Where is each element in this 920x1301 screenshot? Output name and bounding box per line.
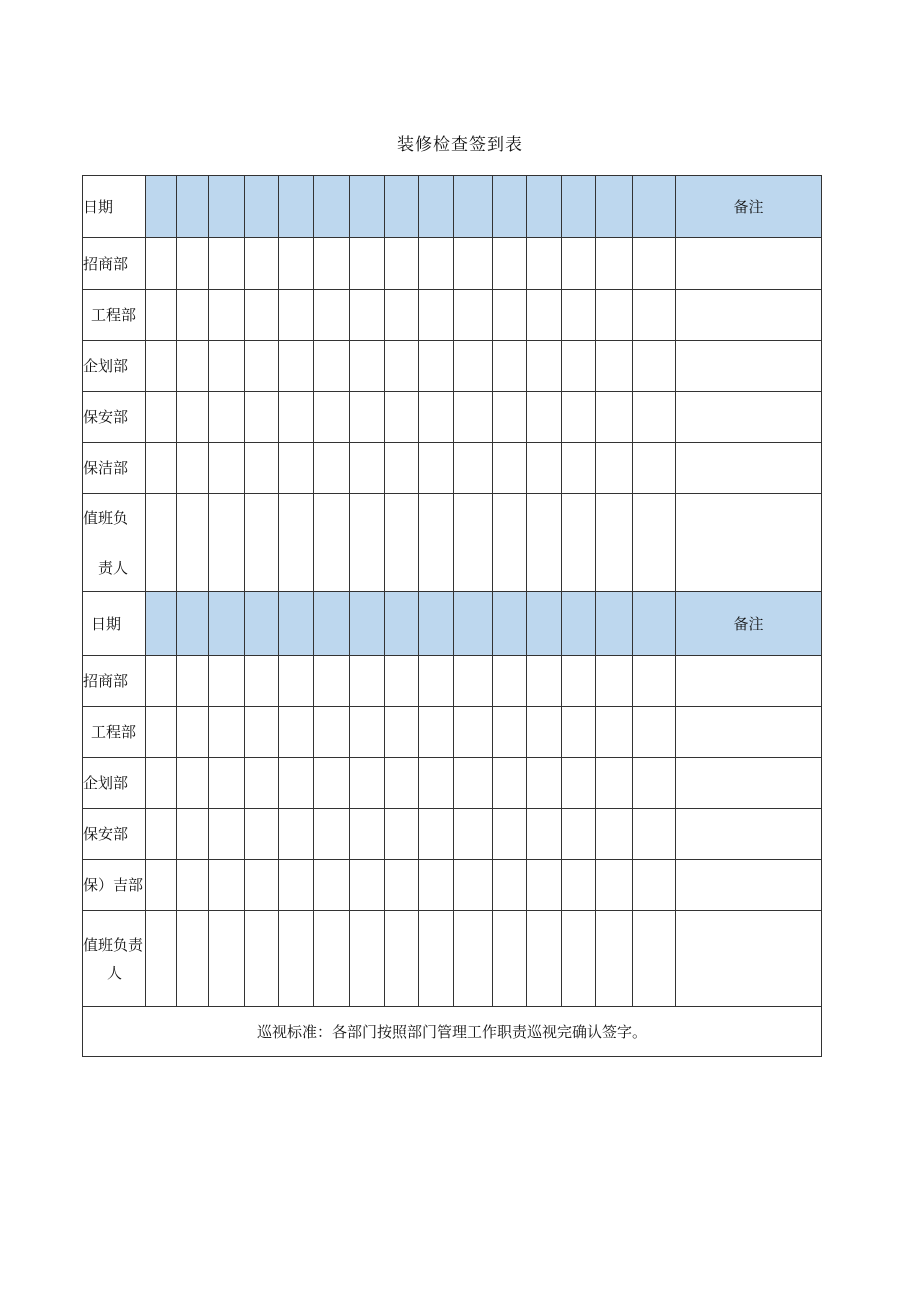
sign-cell[interactable]: [385, 290, 419, 341]
sign-cell[interactable]: [596, 860, 633, 911]
date-cell[interactable]: [493, 592, 527, 656]
sign-cell[interactable]: [633, 392, 676, 443]
sign-cell[interactable]: [385, 809, 419, 860]
date-cell[interactable]: [350, 592, 385, 656]
date-cell[interactable]: [350, 176, 385, 238]
date-cell[interactable]: [562, 176, 596, 238]
sign-cell[interactable]: [314, 341, 350, 392]
sign-cell[interactable]: [454, 238, 493, 290]
sign-cell[interactable]: [177, 860, 209, 911]
row-label: 保洁部: [83, 443, 146, 494]
sign-cell[interactable]: [419, 494, 454, 592]
date-label: 日期: [83, 592, 146, 656]
sign-cell[interactable]: [350, 238, 385, 290]
duty-label-line1: 值班负责: [83, 935, 144, 954]
date-cell[interactable]: [633, 176, 676, 238]
date-cell[interactable]: [633, 592, 676, 656]
sign-cell[interactable]: [493, 656, 527, 707]
sign-cell[interactable]: [562, 809, 596, 860]
sign-cell[interactable]: [146, 238, 177, 290]
row-label: 招商部: [83, 238, 146, 290]
sign-cell[interactable]: [454, 494, 493, 592]
sign-cell[interactable]: [350, 809, 385, 860]
sign-cell[interactable]: [209, 392, 245, 443]
sign-cell[interactable]: [209, 809, 245, 860]
date-cell[interactable]: [527, 176, 562, 238]
date-cell[interactable]: [279, 176, 314, 238]
sign-cell[interactable]: [385, 392, 419, 443]
sign-cell[interactable]: [146, 911, 177, 1007]
sign-cell[interactable]: [596, 443, 633, 494]
sign-cell[interactable]: [633, 238, 676, 290]
sign-cell[interactable]: [419, 911, 454, 1007]
sign-cell[interactable]: [527, 911, 562, 1007]
sign-cell[interactable]: [146, 860, 177, 911]
sign-cell[interactable]: [279, 290, 314, 341]
table-row: [83, 392, 822, 443]
sign-cell[interactable]: [177, 238, 209, 290]
sign-cell[interactable]: [177, 443, 209, 494]
sign-cell[interactable]: [562, 860, 596, 911]
sign-cell[interactable]: [245, 494, 279, 592]
sign-cell[interactable]: [562, 707, 596, 758]
duty-label-line2: 人: [107, 963, 123, 982]
patrol-standard-note: 巡视标准：各部门按照部门管理工作职责巡视完确认签字。: [83, 1007, 822, 1057]
sign-cell[interactable]: [350, 341, 385, 392]
sign-cell[interactable]: [314, 911, 350, 1007]
sign-cell[interactable]: [245, 341, 279, 392]
sign-cell[interactable]: [385, 707, 419, 758]
sign-cell[interactable]: [562, 341, 596, 392]
duty-row: [83, 911, 822, 1007]
duty-row: [83, 494, 822, 592]
date-label: 日期: [83, 176, 146, 238]
remark-cell[interactable]: [676, 656, 822, 707]
sign-cell[interactable]: [419, 392, 454, 443]
sign-cell[interactable]: [209, 911, 245, 1007]
sign-cell[interactable]: [493, 758, 527, 809]
row-label: 工程部: [83, 707, 146, 758]
date-cell[interactable]: [493, 176, 527, 238]
sign-cell[interactable]: [350, 290, 385, 341]
sign-cell[interactable]: [527, 443, 562, 494]
row-label: 企划部: [83, 341, 146, 392]
table-row: [83, 656, 822, 707]
remark-cell[interactable]: [676, 392, 822, 443]
remark-cell[interactable]: [676, 911, 822, 1007]
sign-cell[interactable]: [314, 809, 350, 860]
date-cell[interactable]: [596, 592, 633, 656]
sign-cell[interactable]: [454, 707, 493, 758]
date-cell[interactable]: [209, 592, 245, 656]
sign-cell[interactable]: [633, 341, 676, 392]
sign-cell[interactable]: [419, 238, 454, 290]
sign-cell[interactable]: [419, 656, 454, 707]
sign-cell[interactable]: [633, 758, 676, 809]
table-row: [83, 238, 822, 290]
table-row: [83, 860, 822, 911]
date-cell[interactable]: [245, 176, 279, 238]
sign-cell[interactable]: [419, 809, 454, 860]
sign-cell[interactable]: [245, 290, 279, 341]
sign-cell[interactable]: [245, 443, 279, 494]
sign-cell[interactable]: [177, 341, 209, 392]
sign-cell[interactable]: [245, 656, 279, 707]
sign-cell[interactable]: [279, 443, 314, 494]
sign-cell[interactable]: [527, 860, 562, 911]
footer-row: [83, 1007, 822, 1057]
remark-cell[interactable]: [676, 341, 822, 392]
sign-cell[interactable]: [177, 494, 209, 592]
sign-cell[interactable]: [633, 860, 676, 911]
sign-cell[interactable]: [596, 494, 633, 592]
row-label: 工程部: [83, 290, 146, 341]
sign-cell[interactable]: [177, 392, 209, 443]
sign-cell[interactable]: [596, 707, 633, 758]
date-cell[interactable]: [279, 592, 314, 656]
sign-cell[interactable]: [419, 758, 454, 809]
sign-cell[interactable]: [493, 392, 527, 443]
sign-cell[interactable]: [245, 758, 279, 809]
date-cell[interactable]: [527, 592, 562, 656]
sign-cell[interactable]: [146, 656, 177, 707]
duty-label: [83, 911, 146, 1007]
remark-cell[interactable]: [676, 809, 822, 860]
sign-cell[interactable]: [350, 758, 385, 809]
sign-cell[interactable]: [562, 494, 596, 592]
sign-cell[interactable]: [419, 443, 454, 494]
sign-cell[interactable]: [562, 758, 596, 809]
sign-cell[interactable]: [385, 758, 419, 809]
sign-cell[interactable]: [596, 758, 633, 809]
row-label: 保安部: [83, 392, 146, 443]
sign-cell[interactable]: [527, 707, 562, 758]
date-cell[interactable]: [385, 176, 419, 238]
sign-cell[interactable]: [527, 656, 562, 707]
page-title: 装修检查签到表: [397, 135, 523, 155]
sign-cell[interactable]: [633, 290, 676, 341]
table-row: [83, 290, 822, 341]
sign-cell[interactable]: [385, 860, 419, 911]
sign-cell[interactable]: [454, 656, 493, 707]
remark-cell[interactable]: [676, 860, 822, 911]
sign-cell[interactable]: [419, 860, 454, 911]
sign-cell[interactable]: [562, 290, 596, 341]
sign-cell[interactable]: [279, 392, 314, 443]
sign-cell[interactable]: [596, 809, 633, 860]
sign-cell[interactable]: [209, 860, 245, 911]
sign-cell[interactable]: [279, 809, 314, 860]
sign-cell[interactable]: [314, 494, 350, 592]
sign-cell[interactable]: [419, 341, 454, 392]
sign-cell[interactable]: [493, 341, 527, 392]
sign-cell[interactable]: [350, 656, 385, 707]
sign-cell[interactable]: [385, 341, 419, 392]
sign-cell[interactable]: [314, 238, 350, 290]
sign-cell[interactable]: [177, 290, 209, 341]
sign-cell[interactable]: [146, 290, 177, 341]
remark-cell[interactable]: [676, 758, 822, 809]
sign-cell[interactable]: [245, 911, 279, 1007]
table-row: [83, 707, 822, 758]
date-cell[interactable]: [314, 176, 350, 238]
table-row: [83, 809, 822, 860]
row-label: 企划部: [83, 758, 146, 809]
sign-cell[interactable]: [527, 392, 562, 443]
sign-cell[interactable]: [209, 341, 245, 392]
sign-cell[interactable]: [350, 911, 385, 1007]
sign-cell[interactable]: [527, 494, 562, 592]
sign-cell[interactable]: [279, 860, 314, 911]
date-cell[interactable]: [562, 592, 596, 656]
sign-cell[interactable]: [419, 707, 454, 758]
sign-cell[interactable]: [146, 758, 177, 809]
table-row: [83, 341, 822, 392]
sign-cell[interactable]: [562, 911, 596, 1007]
sign-cell[interactable]: [562, 392, 596, 443]
sign-cell[interactable]: [633, 494, 676, 592]
sign-cell[interactable]: [527, 758, 562, 809]
sign-cell[interactable]: [596, 341, 633, 392]
sign-cell[interactable]: [596, 911, 633, 1007]
date-cell[interactable]: [245, 592, 279, 656]
sign-cell[interactable]: [454, 758, 493, 809]
sign-cell[interactable]: [146, 341, 177, 392]
sign-cell[interactable]: [314, 707, 350, 758]
date-cell[interactable]: [385, 592, 419, 656]
sign-cell[interactable]: [633, 809, 676, 860]
sign-cell[interactable]: [454, 911, 493, 1007]
sign-cell[interactable]: [493, 238, 527, 290]
sign-cell[interactable]: [454, 443, 493, 494]
sign-cell[interactable]: [633, 911, 676, 1007]
remark-header: 备注: [676, 592, 822, 656]
date-cell[interactable]: [454, 176, 493, 238]
sign-cell[interactable]: [454, 290, 493, 341]
remark-cell[interactable]: [676, 707, 822, 758]
sign-cell[interactable]: [562, 656, 596, 707]
sign-cell[interactable]: [385, 911, 419, 1007]
row-label: 保安部: [83, 809, 146, 860]
sign-cell[interactable]: [279, 656, 314, 707]
sign-cell[interactable]: [245, 707, 279, 758]
date-cell[interactable]: [454, 592, 493, 656]
sign-cell[interactable]: [245, 238, 279, 290]
sign-cell[interactable]: [493, 809, 527, 860]
date-cell[interactable]: [209, 176, 245, 238]
date-header-row: [83, 592, 822, 656]
sign-cell[interactable]: [350, 443, 385, 494]
remark-cell[interactable]: [676, 443, 822, 494]
sign-cell[interactable]: [527, 290, 562, 341]
sign-cell[interactable]: [596, 290, 633, 341]
table-row: [83, 758, 822, 809]
sign-cell[interactable]: [385, 443, 419, 494]
date-cell[interactable]: [146, 592, 177, 656]
date-cell[interactable]: [177, 176, 209, 238]
sign-cell[interactable]: [596, 392, 633, 443]
sign-cell[interactable]: [146, 443, 177, 494]
duty-label-line2: 责人: [98, 558, 129, 577]
sign-cell[interactable]: [493, 911, 527, 1007]
sign-cell[interactable]: [177, 758, 209, 809]
sign-cell[interactable]: [527, 238, 562, 290]
sign-cell[interactable]: [279, 758, 314, 809]
sign-cell[interactable]: [146, 809, 177, 860]
sign-cell[interactable]: [279, 707, 314, 758]
sign-cell[interactable]: [177, 809, 209, 860]
sign-cell[interactable]: [527, 809, 562, 860]
sign-cell[interactable]: [245, 809, 279, 860]
date-cell[interactable]: [314, 592, 350, 656]
sign-cell[interactable]: [419, 290, 454, 341]
sign-cell[interactable]: [209, 238, 245, 290]
sign-cell[interactable]: [314, 392, 350, 443]
sign-cell[interactable]: [454, 860, 493, 911]
sign-cell[interactable]: [493, 707, 527, 758]
sign-cell[interactable]: [633, 443, 676, 494]
remark-cell[interactable]: [676, 238, 822, 290]
sign-cell[interactable]: [350, 392, 385, 443]
sign-cell[interactable]: [633, 656, 676, 707]
sign-cell[interactable]: [350, 707, 385, 758]
duty-label: [83, 494, 146, 592]
sign-cell[interactable]: [146, 494, 177, 592]
sign-cell[interactable]: [314, 290, 350, 341]
sign-cell[interactable]: [385, 238, 419, 290]
sign-cell[interactable]: [493, 494, 527, 592]
sign-cell[interactable]: [562, 238, 596, 290]
sign-cell[interactable]: [209, 290, 245, 341]
sign-cell[interactable]: [245, 392, 279, 443]
sign-cell[interactable]: [314, 656, 350, 707]
sign-cell[interactable]: [314, 860, 350, 911]
sign-cell[interactable]: [596, 238, 633, 290]
sign-cell[interactable]: [177, 707, 209, 758]
date-cell[interactable]: [596, 176, 633, 238]
sign-cell[interactable]: [596, 656, 633, 707]
sign-cell[interactable]: [209, 707, 245, 758]
sign-cell[interactable]: [245, 860, 279, 911]
sign-cell[interactable]: [177, 911, 209, 1007]
sign-cell[interactable]: [279, 238, 314, 290]
sign-cell[interactable]: [454, 392, 493, 443]
table-row: [83, 443, 822, 494]
sign-cell[interactable]: [209, 656, 245, 707]
sign-cell[interactable]: [209, 443, 245, 494]
sign-cell[interactable]: [146, 392, 177, 443]
sign-cell[interactable]: [279, 494, 314, 592]
duty-label-line1: 值班负: [83, 508, 129, 527]
sign-cell[interactable]: [454, 809, 493, 860]
remark-cell[interactable]: [676, 494, 822, 592]
sign-cell[interactable]: [562, 443, 596, 494]
sign-cell[interactable]: [146, 707, 177, 758]
sign-cell[interactable]: [527, 341, 562, 392]
sign-cell[interactable]: [177, 656, 209, 707]
row-label: 招商部: [83, 656, 146, 707]
remark-cell[interactable]: [676, 290, 822, 341]
sign-cell[interactable]: [314, 758, 350, 809]
sign-cell[interactable]: [633, 707, 676, 758]
date-cell[interactable]: [146, 176, 177, 238]
sign-cell[interactable]: [493, 290, 527, 341]
sign-cell[interactable]: [385, 494, 419, 592]
checkin-table: [82, 175, 822, 1057]
date-cell[interactable]: [177, 592, 209, 656]
sign-cell[interactable]: [350, 494, 385, 592]
date-header-row: [83, 176, 822, 238]
sign-cell[interactable]: [209, 494, 245, 592]
remark-header: 备注: [676, 176, 822, 238]
sign-cell[interactable]: [314, 443, 350, 494]
date-cell[interactable]: [419, 592, 454, 656]
sign-cell[interactable]: [385, 656, 419, 707]
sign-cell[interactable]: [279, 341, 314, 392]
date-cell[interactable]: [419, 176, 454, 238]
sign-cell[interactable]: [454, 341, 493, 392]
sign-cell[interactable]: [350, 860, 385, 911]
sign-cell[interactable]: [493, 860, 527, 911]
row-label: 保）吉部: [83, 860, 146, 911]
sign-cell[interactable]: [279, 911, 314, 1007]
sign-cell[interactable]: [209, 758, 245, 809]
sign-cell[interactable]: [493, 443, 527, 494]
